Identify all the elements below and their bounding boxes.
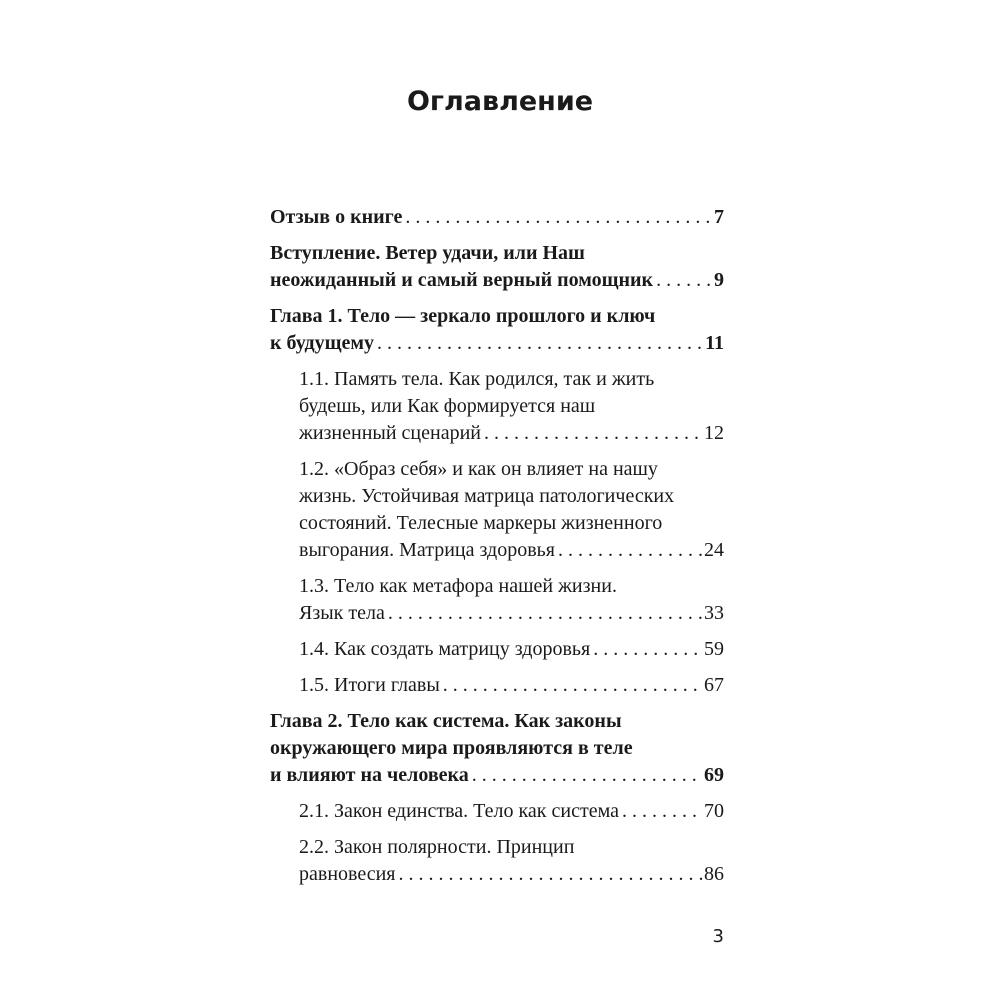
toc-entry-line: жизнь. Устойчивая матрица патологических xyxy=(299,485,675,507)
toc-entry-lead xyxy=(299,798,724,825)
toc-entry-line: 1.1. Память тела. Как родился, так и жить xyxy=(299,368,655,390)
toc-entry-lead xyxy=(299,636,724,663)
toc-entry-title: и влияют на человека xyxy=(270,764,469,786)
toc-entry-chapter-1 xyxy=(270,303,724,357)
toc-entry-section-1-1 xyxy=(270,366,724,447)
toc-entry-review xyxy=(270,204,724,231)
toc-entry-line: окружающего мира проявляются в теле xyxy=(270,737,633,759)
toc-entry-lead xyxy=(270,267,724,294)
toc-entry-lead xyxy=(270,204,724,231)
toc-page-number: 9 xyxy=(714,269,724,291)
toc-entry-title: жизненный сценарий xyxy=(299,422,481,444)
toc-entry-line: состояний. Телесные маркеры жизненного xyxy=(299,512,663,534)
toc-entry-lead xyxy=(270,762,724,789)
dot-leader xyxy=(472,762,702,789)
toc-entry-title: равновесия xyxy=(299,863,396,885)
toc-page-number: 7 xyxy=(714,206,724,228)
toc-entry-line: 1.2. «Образ себя» и как он влияет на нашу xyxy=(299,458,658,480)
toc-entry-title: к будущему xyxy=(270,332,375,354)
toc-entry-title: Отзыв о книге xyxy=(270,206,403,228)
toc-entry-title: выгорания. Матрица здоровья xyxy=(299,539,555,561)
toc-entry-section-1-3 xyxy=(270,573,724,627)
toc-entry-line: будешь, или Как формируется наш xyxy=(299,395,596,417)
toc-entry-title: 1.4. Как создать матрицу здоровья xyxy=(299,638,591,660)
toc-page-number: 33 xyxy=(704,602,724,624)
toc-page-number: 11 xyxy=(705,332,724,354)
toc-entry-section-1-5 xyxy=(270,672,724,699)
toc-page-number: 67 xyxy=(704,674,724,696)
dot-leader xyxy=(377,330,703,357)
dot-leader xyxy=(622,798,702,825)
toc-entry-line: 1.3. Тело как метафора нашей жизни. xyxy=(299,575,617,597)
toc-entry-title: Язык тела xyxy=(299,602,385,624)
toc-entry-lead xyxy=(299,537,724,564)
toc-page-number: 69 xyxy=(704,764,724,786)
table-of-contents xyxy=(270,204,724,897)
toc-entry-lead xyxy=(270,330,724,357)
toc-entry-introduction xyxy=(270,240,724,294)
toc-entry-lead xyxy=(299,420,724,447)
toc-entry-section-2-1 xyxy=(270,798,724,825)
toc-entry-section-2-2 xyxy=(270,834,724,888)
dot-leader xyxy=(558,537,702,564)
toc-entry-title: 2.1. Закон единства. Тело как система xyxy=(299,800,619,822)
toc-entry-lead xyxy=(299,861,724,888)
dot-leader xyxy=(656,267,712,294)
toc-page-number: 24 xyxy=(704,539,724,561)
dot-leader xyxy=(388,600,702,627)
toc-entry-line: Вступление. Ветер удачи, или Наш xyxy=(270,242,585,264)
toc-entry-lead xyxy=(299,600,724,627)
toc-entry-line: Глава 1. Тело — зеркало прошлого и ключ xyxy=(270,305,656,327)
dot-leader xyxy=(593,636,702,663)
toc-entry-title: 1.5. Итоги главы xyxy=(299,674,440,696)
dot-leader xyxy=(399,861,702,888)
toc-entry-chapter-2 xyxy=(270,708,724,789)
toc-page-number: 59 xyxy=(704,638,724,660)
toc-page-number: 12 xyxy=(704,422,724,444)
toc-page-number: 70 xyxy=(704,800,724,822)
page-number: 3 xyxy=(712,926,724,947)
dot-leader xyxy=(405,204,712,231)
toc-entry-line: Глава 2. Тело как система. Как законы xyxy=(270,710,622,732)
toc-entry-section-1-2 xyxy=(270,456,724,564)
toc-entry-title: неожиданный и самый верный помощник xyxy=(270,269,654,291)
toc-entry-line: 2.2. Закон полярности. Принцип xyxy=(299,836,575,858)
toc-entry-lead xyxy=(299,672,724,699)
toc-entry-section-1-4 xyxy=(270,636,724,663)
dot-leader xyxy=(484,420,702,447)
page-title: Оглавление xyxy=(406,86,594,117)
toc-page-number: 86 xyxy=(704,863,724,885)
dot-leader xyxy=(443,672,702,699)
